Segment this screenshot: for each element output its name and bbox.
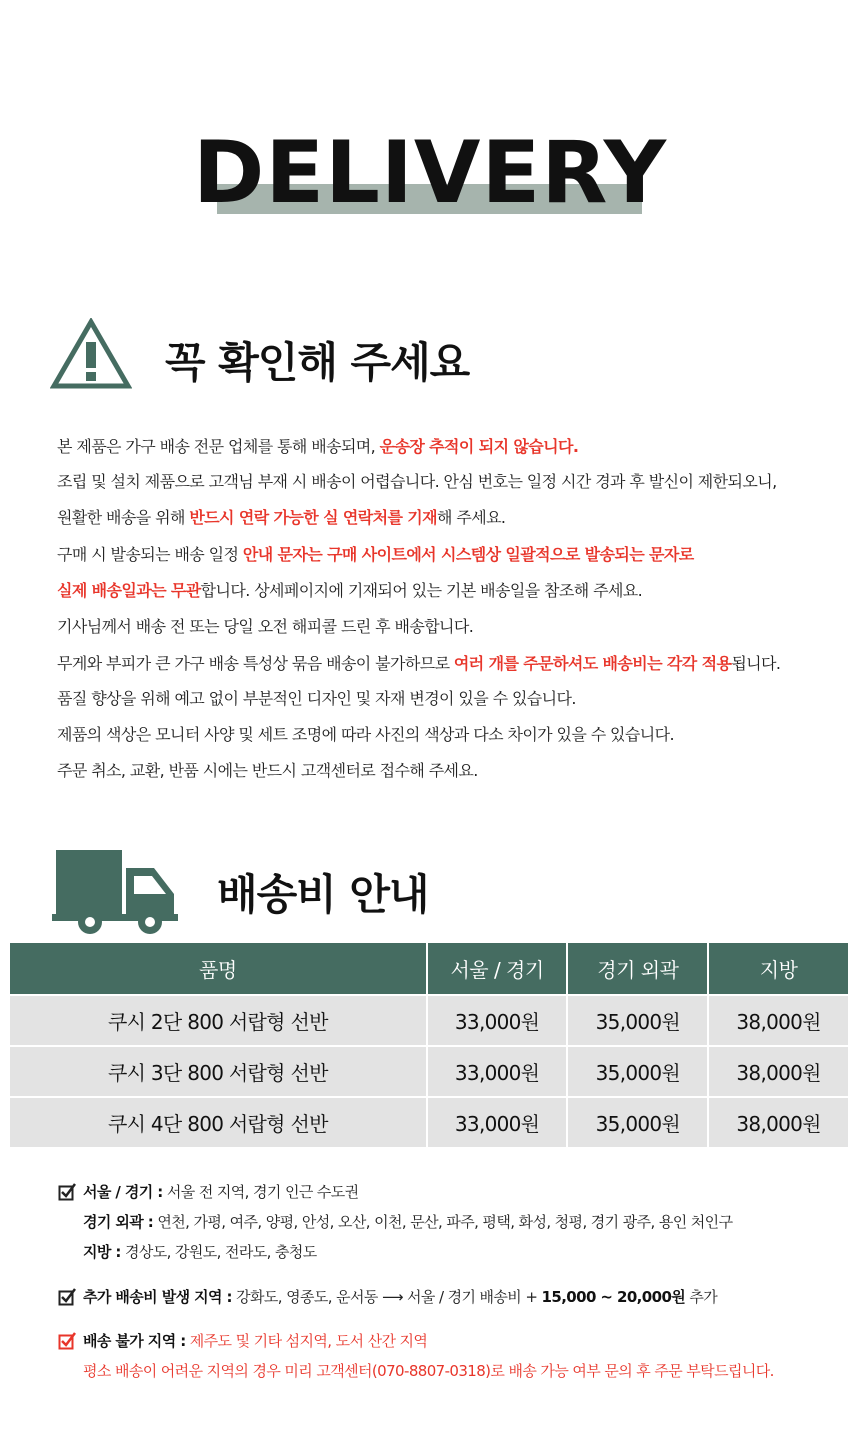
notice-highlight: 반드시 연락 가능한 실 연락처를 기재 (189, 508, 438, 527)
notice-line (57, 725, 674, 745)
extra-suffix: 추가 (685, 1288, 718, 1306)
region-local-label: 지방 : (83, 1243, 121, 1261)
notice-highlight: 운송장 추적이 되지 않습니다. (379, 437, 579, 456)
region-local (83, 1242, 317, 1262)
notice-highlight: 여러 개를 주문하셔도 배송비는 각각 적용 (453, 654, 732, 673)
notice-line (57, 581, 642, 601)
price-outer: 35,000원 (567, 1097, 708, 1147)
region-extra-label: 추가 배송비 발생 지역 : (83, 1288, 232, 1306)
arrow-right-icon: ⟶ (381, 1288, 403, 1306)
checkbox-checked-icon (58, 1288, 76, 1306)
table-row (10, 995, 848, 1046)
notice-line (57, 437, 578, 457)
price-seoul: 33,000원 (427, 995, 568, 1046)
notice-line (57, 689, 576, 709)
notice-line (57, 472, 777, 492)
region-outer (83, 1212, 732, 1232)
region-unavailable-label: 배송 불가 지역 : (83, 1332, 186, 1350)
price-local: 38,000원 (708, 995, 848, 1046)
region-seoul (83, 1182, 359, 1202)
region-extra (83, 1287, 717, 1307)
price-local: 38,000원 (708, 1097, 848, 1147)
product-name: 쿠시 3단 800 서랍형 선반 (10, 1046, 427, 1097)
notice-text: 기사님께서 배송 전 또는 당일 오전 해피콜 드린 후 배송합니다. (57, 617, 474, 636)
notice-text: 원활한 배송을 위해 (57, 508, 190, 527)
table-header-row (10, 943, 848, 995)
notice-line (57, 508, 505, 528)
notice-text: 조립 및 설치 제품으로 고객님 부재 시 배송이 어렵습니다. 안심 번호는 일정 시간 경과 후 발신이 제한되오니, (57, 472, 777, 491)
notice-text: 품질 향상을 위해 예고 없이 부분적인 디자인 및 자재 변경이 있을 수 있습니다. (57, 689, 576, 708)
notice-text: 구매 시 발송되는 배송 일정 (57, 545, 243, 564)
region-outer-text: 연천, 가평, 여주, 양평, 안성, 오산, 이천, 문산, 파주, 평택, 화성, 청평, 경기 광주, 용인 처인구 (153, 1213, 733, 1231)
price-local: 38,000원 (708, 1046, 848, 1097)
notice-text: 주문 취소, 교환, 반품 시에는 반드시 고객센터로 접수해 주세요. (57, 761, 478, 780)
table-row (10, 1097, 848, 1147)
region-outer-label: 경기 외곽 : (83, 1213, 154, 1231)
table-row (10, 1046, 848, 1097)
shipping-fee-table (10, 943, 848, 1147)
header-outer: 경기 외곽 (567, 943, 708, 995)
warning-heading: 꼭 확인해 주세요 (165, 338, 470, 387)
extra-amount: 15,000 ~ 20,000원 (541, 1288, 686, 1306)
region-unavailable-text: 제주도 및 기타 섬지역, 도서 산간 지역 (185, 1332, 428, 1350)
notice-text: 제품의 색상은 모니터 사양 및 세트 조명에 따라 사진의 색상과 다소 차이가 있을 수 있습니다. (57, 725, 674, 744)
warning-icon (50, 318, 132, 394)
header-seoul: 서울 / 경기 (427, 943, 568, 995)
checkbox-checked-icon (58, 1183, 76, 1201)
notice-text: 해 주세요. (437, 508, 506, 527)
notice-text: 본 제품은 가구 배송 전문 업체를 통해 배송되며, (57, 437, 380, 456)
notice-line (57, 545, 694, 565)
notice-line (57, 617, 473, 637)
product-name: 쿠시 2단 800 서랍형 선반 (10, 995, 427, 1046)
page-title: DELIVERY (192, 123, 668, 223)
region-local-text: 경상도, 강원도, 전라도, 충청도 (120, 1243, 317, 1261)
notice-text: 됩니다. (731, 654, 781, 673)
region-extra-text2: 서울 / 경기 배송비 + (402, 1288, 542, 1306)
notice-line (57, 761, 478, 781)
region-extra-text: 강화도, 영종도, 운서동 (231, 1288, 382, 1306)
notice-text: 합니다. 상세페이지에 기재되어 있는 기본 배송일을 참조해 주세요. (200, 581, 643, 600)
shipping-heading: 배송비 안내 (217, 870, 429, 919)
region-unavailable-note: 평소 배송이 어려운 지역의 경우 미리 고객센터(070-8807-0318)로 배송 가능 여부 문의 후 주문 부탁드립니다. (83, 1362, 774, 1380)
price-seoul: 33,000원 (427, 1046, 568, 1097)
price-seoul: 33,000원 (427, 1097, 568, 1147)
product-name: 쿠시 4단 800 서랍형 선반 (10, 1097, 427, 1147)
truck-icon (52, 848, 180, 940)
price-outer: 35,000원 (567, 995, 708, 1046)
notice-text: 무게와 부피가 큰 가구 배송 특성상 묶음 배송이 불가하므로 (57, 654, 454, 673)
notice-highlight: 실제 배송일과는 무관 (57, 581, 201, 600)
region-seoul-text: 서울 전 지역, 경기 인근 수도권 (162, 1183, 359, 1201)
notice-highlight: 안내 문자는 구매 사이트에서 시스템상 일괄적으로 발송되는 문자로 (242, 545, 694, 564)
notice-line (57, 654, 780, 674)
region-unavailable (83, 1331, 427, 1351)
header-product: 품명 (10, 943, 427, 995)
region-seoul-label: 서울 / 경기 : (83, 1183, 163, 1201)
price-outer: 35,000원 (567, 1046, 708, 1097)
checkbox-checked-icon (58, 1332, 76, 1350)
header-local: 지방 (708, 943, 848, 995)
